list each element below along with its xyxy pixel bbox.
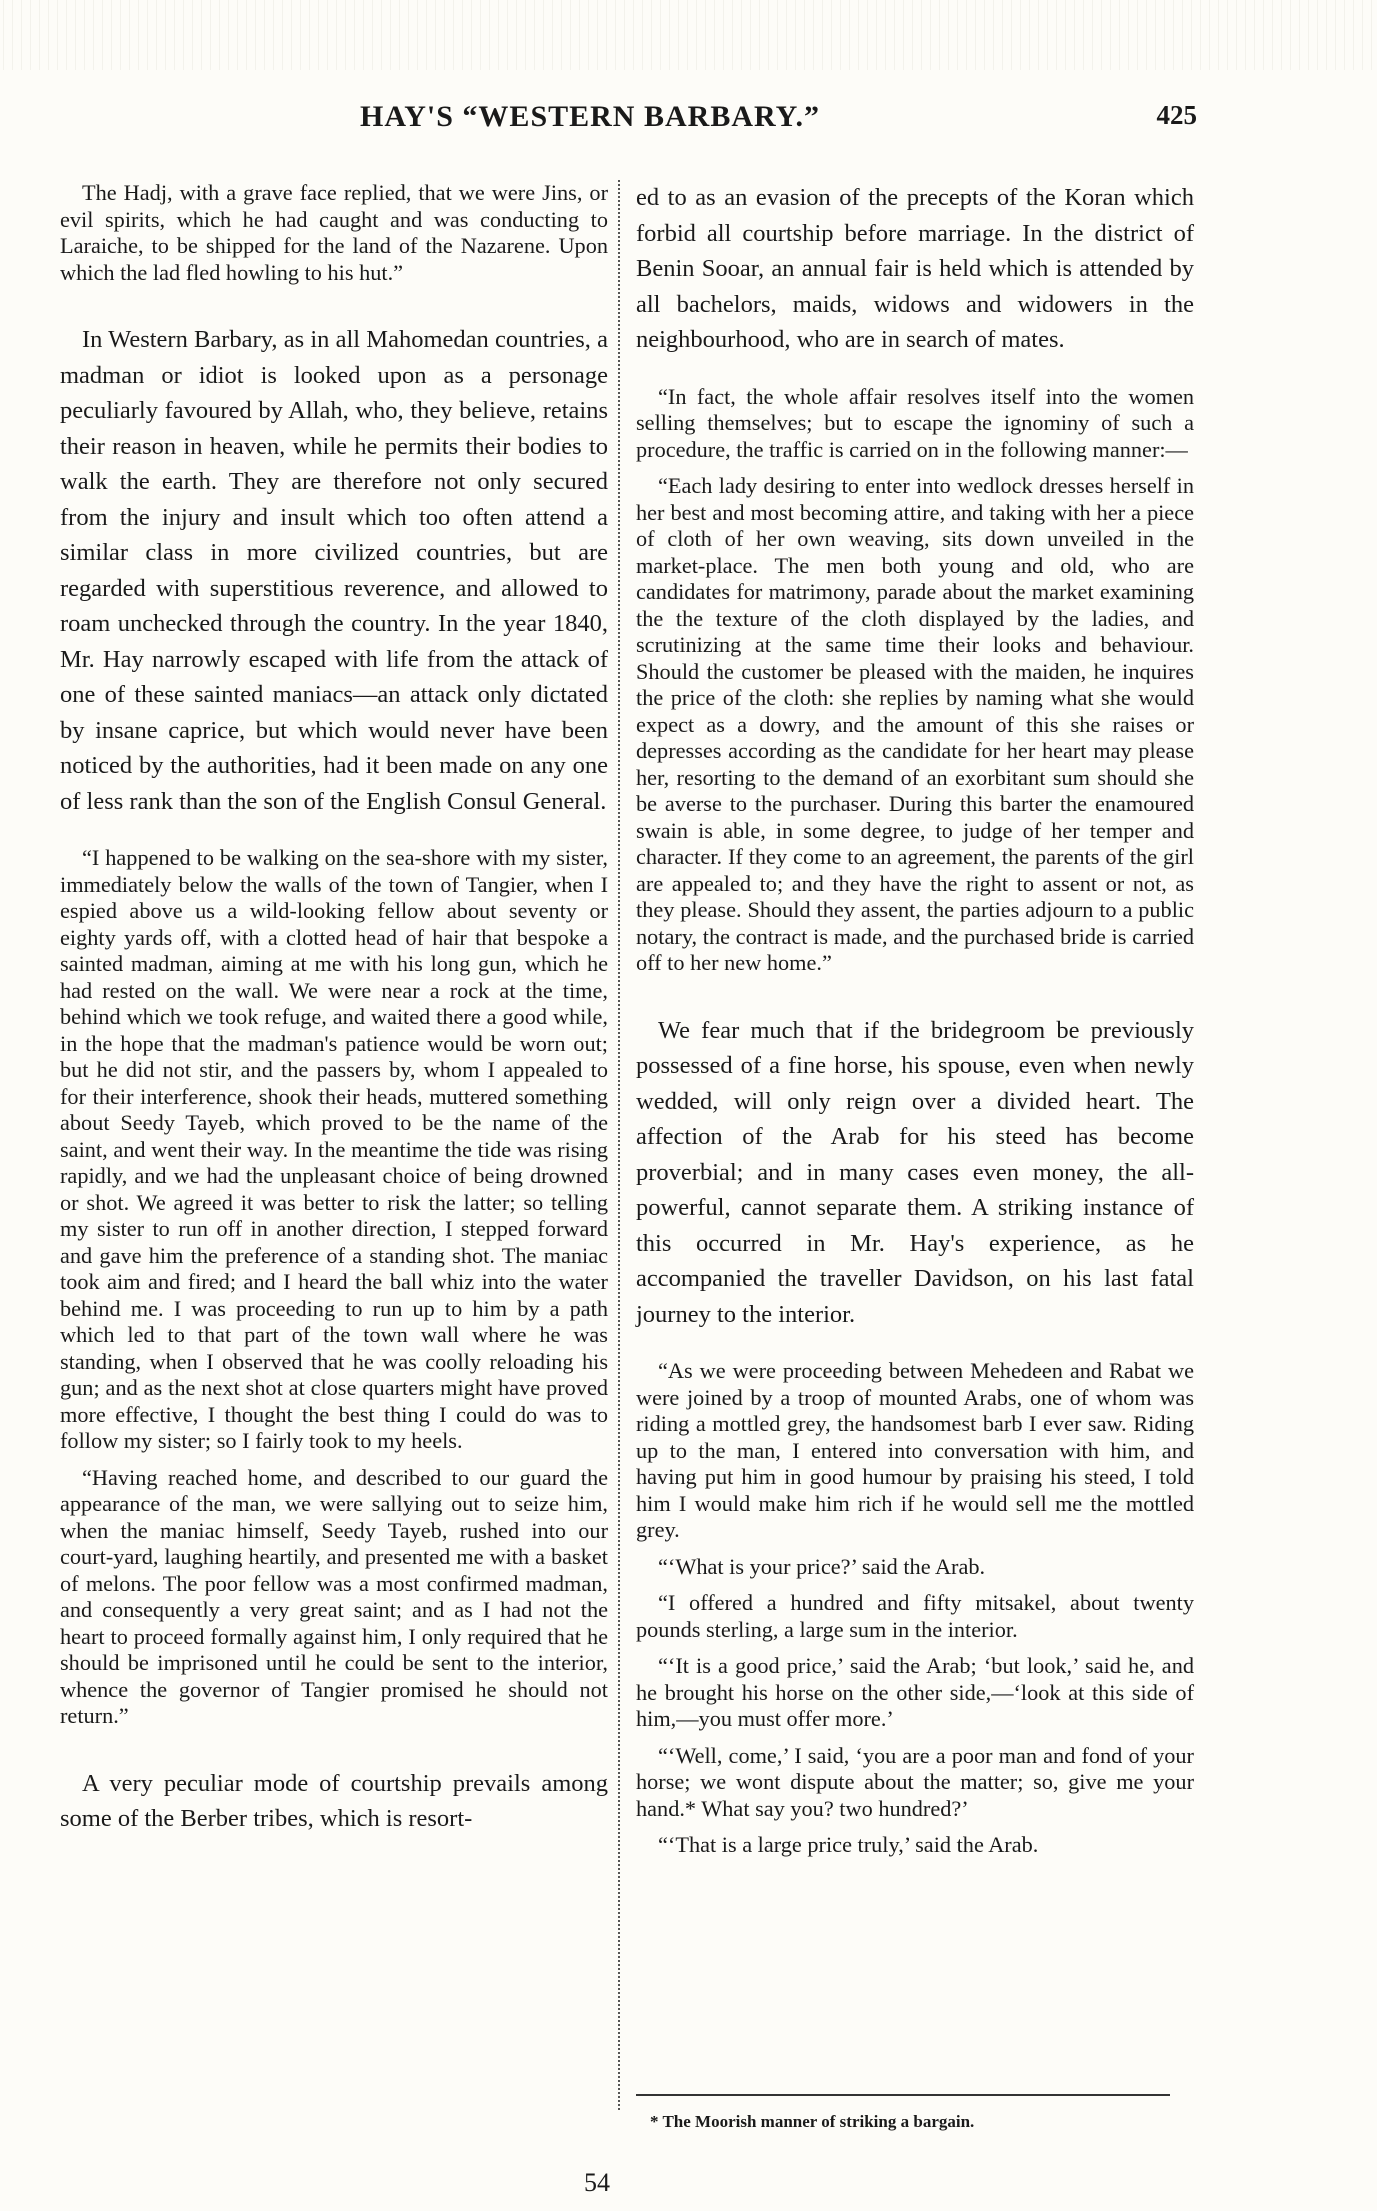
paragraph-spacer — [636, 1733, 1194, 1743]
paragraph-spacer — [636, 1332, 1194, 1358]
scan-noise-band — [0, 0, 1377, 70]
body-paragraph: A very peculiar mode of courtship prevails among some of the Berber tribes, which is resort- — [60, 1769, 608, 1832]
quoted-paragraph: “‘It is a good price,’ said the Arab; ‘but look,’ said he, and he brought his horse on the other side,—‘look at this side of him,—you must offer more.’ — [636, 1653, 1194, 1731]
body-paragraph: We fear much that if the bridegroom be previously possessed of a fine horse, his spouse, even when newly wedded, will only reign over a divided heart. The affection of the Arab for his steed has become proverbial; and in many cases even money, the all-powerful, cannot separate them. A striking instance of this occurred in Mr. Hay's experience, as he accompanied the traveller Davidson, on his last fatal journey to the interior. — [636, 1016, 1194, 1328]
quoted-paragraph: “‘That is a large price truly,’ said the Arab. — [658, 1832, 1039, 1857]
quoted-paragraph: “Having reached home, and described to our guard the appearance of the man, we were sallying out to seize him, when the maniac himself, Seedy Tayeb, rushed into our court-yard, laughing heartily, and presented me with a basket of melons. The poor fellow was a most confirmed madman, and consequently a very great saint; and as I had not the heart to proceed formally against him, I only required that he should be imprisoned until he could be sent to the interior, whence the governor of Tangier promised he should not return.” — [60, 1464, 608, 1728]
footnote: * The Moorish manner of striking a bargain. — [650, 2112, 975, 2131]
quoted-paragraph: “As we were proceeding between Mehedeen and Rabat we were joined by a troop of mounted Arabs, one of whom was riding a mottled grey, the handsomest barb I ever saw. Riding up to the man, I entered into conversation with him, and having put him in good humour by praising his steed, I told him I would make him rich if he would sell me the mottled grey. — [636, 1358, 1194, 1542]
paragraph-spacer — [636, 977, 1194, 1013]
quoted-paragraph: The Hadj, with a grave face replied, that we were Jins, or evil spirits, which he had caught and was conducting to Laraiche, to be shipped for the land of the Nazarene. Upon which the lad fled howling to his hut.” — [60, 180, 608, 285]
paragraph-spacer — [636, 1544, 1194, 1554]
footnote-rule — [636, 2094, 1170, 2096]
quoted-paragraph: “I offered a hundred and fifty mitsakel, about twenty pounds sterling, a large sum in the interior. — [636, 1590, 1194, 1642]
body-paragraph: In Western Barbary, as in all Mahomedan countries, a madman or idiot is looked upon as a personage peculiarly favoured by Allah, who, they believe, retains their reason in heaven, while he permits their bodies to walk the earth. They are therefore not only secured from the injury and insult which too often attend a similar class in more civilized countries, but are regarded with superstitious reverence, and allowed to roam unchecked through the country. In the year 1840, Mr. Hay narrowly escaped with life from the attack of one of these sainted maniacs—an attack only dictated by insane caprice, but which would never have been noticed by the authorities, had it been made on any one of less rank than the son of the English Consul General. — [60, 326, 608, 815]
running-title: HAY'S “WESTERN BARBARY.” — [360, 100, 821, 133]
paragraph-spacer — [60, 819, 608, 845]
column-divider — [618, 180, 620, 2110]
quoted-paragraph: “In fact, the whole affair resolves itself into the women selling themselves; but to escape the ignominy of such a procedure, the traffic is carried on in the following manner:— — [636, 383, 1194, 462]
paragraph-spacer — [60, 1455, 608, 1465]
paragraph-spacer — [636, 463, 1194, 473]
left-column — [60, 180, 608, 1837]
paragraph-spacer — [636, 1580, 1194, 1590]
paragraph-spacer — [636, 1643, 1194, 1653]
body-paragraph: ed to as an evasion of the precepts of the Koran which forbid all courtship before marriage. In the district of Benin Sooar, an annual fair is held which is attended by all bachelors, maids, widows and widowers in the neighbourhood, who are in search of mates. — [636, 184, 1194, 353]
quoted-paragraph: “‘Well, come,’ I said, ‘you are a poor man and fond of your horse; we wont dispute about the matter; so, give me your hand.* What say you? two hundred?’ — [636, 1742, 1194, 1821]
printer-signature-mark: 54 — [584, 2168, 610, 2197]
page-header — [0, 96, 1377, 140]
quoted-paragraph: “Each lady desiring to enter into wedlock dresses herself in her best and most becoming attire, and taking with her a piece of cloth of her own weaving, sits down unveiled in the market-place. The men both young and old, who are candidates for matrimony, parade about the market examining the the texture of the cloth displayed by the ladies, and scrutinizing at the same time their looks and behaviour. Should the customer be pleased with the maiden, he inquires the price of the cloth: she replies by naming what she would expect as a dowry, and the amount of this she raises or depresses according as the candidate for her heart may please her, resorting to the demand of an exorbitant sum should she be averse to the purchaser. During this barter the enamoured swain is able, in some degree, to judge of her temper and character. If they come to an agreement, the parents of the girl are appealed to; and they have the right to assent or not, as they please. Should they assent, the parties adjourn to a public notary, the contract is made, and the purchased bride is carried off to her new home.” — [636, 473, 1194, 975]
quoted-paragraph: “I happened to be walking on the sea-shore with my sister, immediately below the walls of the town of Tangier, when I espied above us a wild-looking fellow about seventy or eighty yards off, with a clotted head of hair that bespoke a sainted madman, aiming at me with his long gun, which he had rested on the wall. We were near a rock at the time, behind which we took refuge, and waited there a good while, in the hope that the madman's patience would be worn out; but he did not stir, and the passers by, whom I appealed to for their interference, shook their heads, muttered something about Seedy Tayeb, which proved to be the name of the saint, and went their way. In the meantime the tide was rising rapidly, and we had the unpleasant choice of being drowned or shot. We agreed it was better to risk the latter; so telling my sister to run off in another direction, I stepped forward and gave him the preference of a standing shot. The maniac took aim and fired; and I heard the ball whiz into the water behind me. I was proceeding to run up to him by a path which led to that part of the town wall where he was standing, when I observed that he was coolly reloading his gun; and as the next shot at close quarters might have proved more effective, I thought the best thing I could do was to follow my sister; so I fairly took to my heels. — [60, 845, 608, 1453]
paragraph-spacer — [60, 286, 608, 322]
quoted-paragraph: “‘What is your price?’ said the Arab. — [658, 1553, 986, 1579]
right-column — [636, 180, 1194, 1859]
paragraph-spacer — [636, 1822, 1194, 1832]
paragraph-spacer — [636, 358, 1194, 384]
page-number: 425 — [1156, 100, 1197, 130]
paragraph-spacer — [60, 1730, 608, 1766]
